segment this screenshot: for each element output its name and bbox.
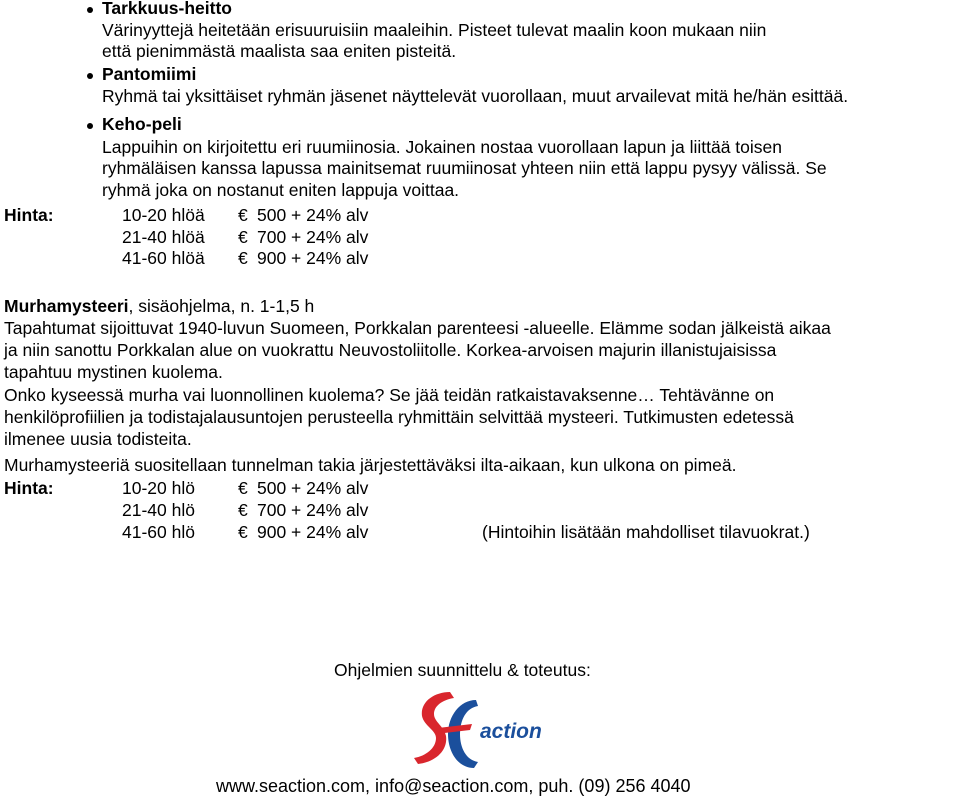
- paragraph-line: Tapahtumat sijoittuvat 1940-luvun Suomeen, Porkkalan parenteesi -alueelle. Elämme sodan jälkeistä aikaa: [4, 318, 831, 338]
- price-label: Hinta:: [4, 205, 54, 225]
- activity-description-line: Lappuihin on kirjoitettu eri ruumiinosia. Jokainen nostaa vuorollaan lapun ja liittää toisen: [102, 137, 783, 157]
- price-group: 41-60 hlöä: [122, 248, 205, 268]
- euro-icon: €: [238, 205, 248, 225]
- price-group: 41-60 hlö: [122, 522, 195, 542]
- price-value: 500 + 24% alv: [257, 205, 369, 225]
- price-value: 900 + 24% alv: [257, 248, 369, 268]
- price-note: (Hintoihin lisätään mahdolliset tilavuokrat.): [482, 522, 810, 542]
- paragraph-line: Onko kyseessä murha vai luonnollinen kuolema? Se jää teidän ratkaistavaksenne… Tehtävänne on: [4, 385, 775, 405]
- section-subtitle: , sisäohjelma, n. 1-1,5 h: [128, 296, 315, 316]
- price-value: 500 + 24% alv: [257, 478, 369, 498]
- price-value: 700 + 24% alv: [257, 227, 369, 247]
- activity-description-line: Värinyyttejä heitetään erisuuruisiin maaleihin. Pisteet tulevat maalin koon mukaan niin: [102, 20, 767, 40]
- price-value: 900 + 24% alv: [257, 522, 369, 542]
- section-heading: [4, 296, 314, 317]
- price-value: 700 + 24% alv: [257, 500, 369, 520]
- paragraph-line: ilmenee uusia todisteita.: [4, 429, 192, 449]
- contact-info: www.seaction.com, info@seaction.com, puh. (09) 256 4040: [216, 776, 691, 796]
- euro-icon: €: [238, 248, 248, 268]
- logo-e-shape: [448, 700, 478, 768]
- bullet-icon: [87, 123, 93, 129]
- euro-icon: €: [238, 522, 248, 542]
- section-title: Murhamysteeri: [4, 296, 129, 316]
- euro-icon: €: [238, 500, 248, 520]
- logo-text: action: [480, 720, 542, 743]
- paragraph-line: ja niin sanottu Porkkalan alue on vuokrattu Neuvostoliitolle. Korkea-arvoisen majurin illanistujaisissa: [4, 340, 777, 360]
- activity-title: Tarkkuus-heitto: [102, 0, 232, 18]
- activity-title: Keho-peli: [102, 114, 182, 134]
- paragraph-line: Murhamysteeriä suositellaan tunnelman takia järjestettäväksi ilta-aikaan, kun ulkona on pimeä.: [4, 455, 737, 475]
- planning-text: Ohjelmien suunnittelu & toteutus:: [334, 660, 591, 680]
- price-group: 21-40 hlö: [122, 500, 195, 520]
- bullet-icon: [87, 7, 93, 13]
- activity-description-line: Ryhmä tai yksittäiset ryhmän jäsenet näyttelevät vuorollaan, muut arvailevat mitä he/hän esittää.: [102, 86, 849, 106]
- price-group: 10-20 hlöä: [122, 205, 205, 225]
- activity-description-line: ryhmä joka on nostanut eniten lappuja voittaa.: [102, 180, 460, 200]
- activity-title: Pantomiimi: [102, 64, 197, 84]
- euro-icon: €: [238, 227, 248, 247]
- activity-description-line: että pienimmästä maalista saa eniten pisteitä.: [102, 41, 457, 61]
- euro-icon: €: [238, 478, 248, 498]
- seaction-logo: [412, 688, 552, 772]
- price-label: Hinta:: [4, 478, 54, 498]
- activity-description-line: ryhmäläisen kanssa lapussa mainitsemat ruumiinosat yhteen niin että lappu pysyy välissä. Se: [102, 158, 827, 178]
- paragraph-line: henkilöprofiilien ja todistajalausuntojen perusteella ryhmittäin selvittää mysteeri. Tutkimusten edetessä: [4, 407, 794, 427]
- bullet-icon: [87, 73, 93, 79]
- price-group: 10-20 hlö: [122, 478, 195, 498]
- price-group: 21-40 hlöä: [122, 227, 205, 247]
- paragraph-line: tapahtuu mystinen kuolema.: [4, 362, 223, 382]
